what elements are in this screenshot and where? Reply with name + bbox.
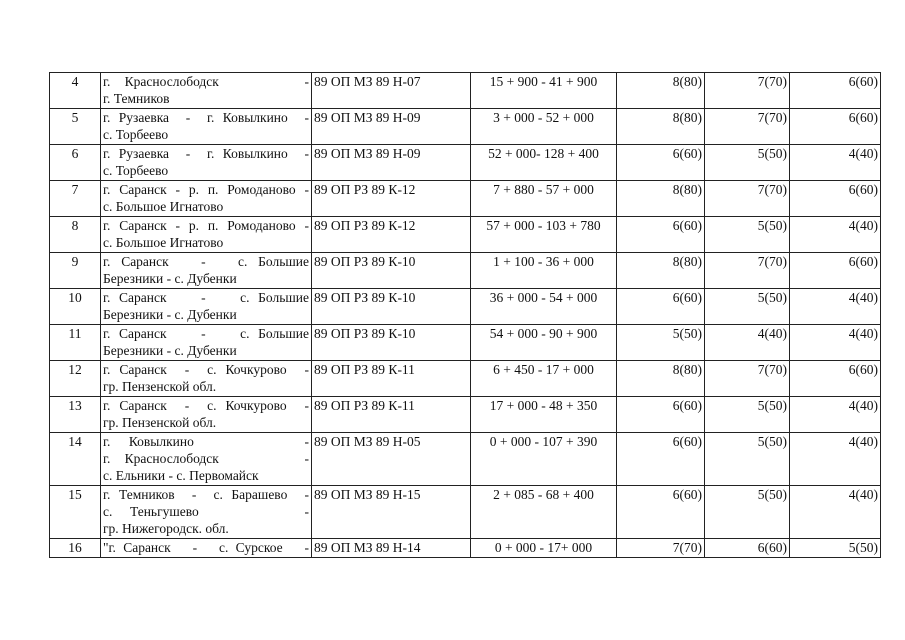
value-cell-1: 8(80)	[617, 361, 705, 397]
table-row	[50, 253, 881, 289]
value-cell-2: 5(50)	[705, 145, 790, 181]
road-code-cell: 89 ОП МЗ 89 Н-07	[312, 73, 471, 109]
route-line: г. Краснослободск -	[103, 451, 309, 466]
road-code-cell: 89 ОП РЗ 89 К-11	[312, 397, 471, 433]
table-row	[50, 433, 881, 486]
value-cell-3: 6(60)	[790, 181, 881, 217]
route-line: г. Саранск - с. Большие	[103, 254, 309, 269]
road-code-cell: 89 ОП МЗ 89 Н-09	[312, 145, 471, 181]
value-cell-1: 6(60)	[617, 217, 705, 253]
table-row	[50, 217, 881, 253]
value-cell-3: 6(60)	[790, 253, 881, 289]
route-line: г. Ковылкино -	[103, 434, 309, 449]
route-cell	[101, 397, 312, 433]
value-cell-2: 5(50)	[705, 397, 790, 433]
value-cell-2: 7(70)	[705, 361, 790, 397]
route-cell	[101, 253, 312, 289]
row-number-cell: 15	[50, 486, 101, 539]
km-range-cell: 15 + 900 - 41 + 900	[471, 73, 617, 109]
route-cell	[101, 289, 312, 325]
table-row	[50, 361, 881, 397]
value-cell-3: 4(40)	[790, 397, 881, 433]
km-range-cell: 0 + 000 - 17+ 000	[471, 539, 617, 558]
value-cell-1: 7(70)	[617, 539, 705, 558]
km-range-cell: 1 + 100 - 36 + 000	[471, 253, 617, 289]
route-line: Березники - с. Дубенки	[103, 307, 237, 322]
road-code-cell: 89 ОП РЗ 89 К-10	[312, 325, 471, 361]
value-cell-3: 6(60)	[790, 109, 881, 145]
value-cell-2: 7(70)	[705, 181, 790, 217]
value-cell-1: 5(50)	[617, 325, 705, 361]
route-line: Березники - с. Дубенки	[103, 343, 237, 358]
route-line: г. Саранск - р. п. Ромоданово -	[103, 218, 309, 233]
value-cell-1: 8(80)	[617, 253, 705, 289]
table-row	[50, 397, 881, 433]
table-row	[50, 539, 881, 558]
km-range-cell: 36 + 000 - 54 + 000	[471, 289, 617, 325]
value-cell-2: 4(40)	[705, 325, 790, 361]
route-line: Березники - с. Дубенки	[103, 271, 237, 286]
row-number-cell: 9	[50, 253, 101, 289]
road-code-cell: 89 ОП РЗ 89 К-12	[312, 217, 471, 253]
value-cell-3: 6(60)	[790, 361, 881, 397]
value-cell-1: 8(80)	[617, 73, 705, 109]
route-line: с. Большое Игнатово	[103, 199, 224, 214]
route-cell	[101, 217, 312, 253]
value-cell-1: 6(60)	[617, 433, 705, 486]
value-cell-2: 7(70)	[705, 73, 790, 109]
value-cell-3: 4(40)	[790, 217, 881, 253]
value-cell-2: 5(50)	[705, 486, 790, 539]
value-cell-3: 4(40)	[790, 433, 881, 486]
value-cell-2: 6(60)	[705, 539, 790, 558]
value-cell-3: 4(40)	[790, 145, 881, 181]
value-cell-1: 6(60)	[617, 145, 705, 181]
route-line: с. Торбеево	[103, 163, 169, 178]
road-code-cell: 89 ОП РЗ 89 К-12	[312, 181, 471, 217]
value-cell-3: 5(50)	[790, 539, 881, 558]
table-body	[50, 73, 881, 558]
table-row	[50, 181, 881, 217]
value-cell-1: 8(80)	[617, 109, 705, 145]
route-cell	[101, 325, 312, 361]
route-line: г. Краснослободск -	[103, 74, 309, 89]
row-number-cell: 10	[50, 289, 101, 325]
route-cell	[101, 539, 312, 558]
km-range-cell: 54 + 000 - 90 + 900	[471, 325, 617, 361]
road-code-cell: 89 ОП МЗ 89 Н-14	[312, 539, 471, 558]
value-cell-1: 6(60)	[617, 289, 705, 325]
value-cell-1: 6(60)	[617, 486, 705, 539]
route-cell	[101, 145, 312, 181]
table-row	[50, 73, 881, 109]
route-cell	[101, 486, 312, 539]
value-cell-2: 7(70)	[705, 253, 790, 289]
route-line: г. Саранск - с. Большие	[103, 326, 309, 341]
route-line: г. Саранск - с. Кочкурово -	[103, 398, 309, 413]
value-cell-1: 8(80)	[617, 181, 705, 217]
row-number-cell: 11	[50, 325, 101, 361]
table-row	[50, 109, 881, 145]
row-number-cell: 14	[50, 433, 101, 486]
table-row	[50, 486, 881, 539]
road-code-cell: 89 ОП МЗ 89 Н-09	[312, 109, 471, 145]
value-cell-2: 5(50)	[705, 217, 790, 253]
value-cell-2: 5(50)	[705, 433, 790, 486]
route-line: г. Саранск - с. Кочкурово -	[103, 362, 309, 377]
value-cell-3: 6(60)	[790, 73, 881, 109]
route-line: с. Большое Игнатово	[103, 235, 224, 250]
km-range-cell: 17 + 000 - 48 + 350	[471, 397, 617, 433]
row-number-cell: 4	[50, 73, 101, 109]
roads-table	[49, 72, 881, 558]
route-cell	[101, 181, 312, 217]
route-cell	[101, 433, 312, 486]
row-number-cell: 12	[50, 361, 101, 397]
road-code-cell: 89 ОП РЗ 89 К-11	[312, 361, 471, 397]
km-range-cell: 7 + 880 - 57 + 000	[471, 181, 617, 217]
value-cell-2: 5(50)	[705, 289, 790, 325]
value-cell-3: 4(40)	[790, 486, 881, 539]
km-range-cell: 6 + 450 - 17 + 000	[471, 361, 617, 397]
route-cell	[101, 361, 312, 397]
route-line: г. Рузаевка - г. Ковылкино -	[103, 146, 309, 161]
route-cell	[101, 73, 312, 109]
value-cell-2: 7(70)	[705, 109, 790, 145]
road-code-cell: 89 ОП МЗ 89 Н-15	[312, 486, 471, 539]
route-line: гр. Пензенской обл.	[103, 415, 217, 430]
table-row	[50, 325, 881, 361]
route-line: г. Саранск - р. п. Ромоданово -	[103, 182, 309, 197]
row-number-cell: 6	[50, 145, 101, 181]
road-code-cell: 89 ОП РЗ 89 К-10	[312, 253, 471, 289]
route-line: "г. Саранск - с. Сурское -	[103, 540, 309, 555]
route-line: с. Ельники - с. Первомайск	[103, 468, 259, 483]
route-line: г. Темников	[103, 91, 170, 106]
value-cell-3: 4(40)	[790, 289, 881, 325]
value-cell-3: 4(40)	[790, 325, 881, 361]
road-code-cell: 89 ОП РЗ 89 К-10	[312, 289, 471, 325]
row-number-cell: 13	[50, 397, 101, 433]
km-range-cell: 52 + 000- 128 + 400	[471, 145, 617, 181]
row-number-cell: 8	[50, 217, 101, 253]
km-range-cell: 2 + 085 - 68 + 400	[471, 486, 617, 539]
value-cell-1: 6(60)	[617, 397, 705, 433]
route-line: г. Саранск - с. Большие	[103, 290, 309, 305]
km-range-cell: 3 + 000 - 52 + 000	[471, 109, 617, 145]
table-row	[50, 145, 881, 181]
route-line: с. Торбеево	[103, 127, 169, 142]
table-row	[50, 289, 881, 325]
row-number-cell: 5	[50, 109, 101, 145]
route-line: с. Теньгушево -	[103, 504, 309, 519]
route-line: г. Темников - с. Барашево -	[103, 487, 309, 502]
road-code-cell: 89 ОП МЗ 89 Н-05	[312, 433, 471, 486]
km-range-cell: 57 + 000 - 103 + 780	[471, 217, 617, 253]
route-cell	[101, 109, 312, 145]
route-line: гр. Нижегородск. обл.	[103, 521, 229, 536]
row-number-cell: 16	[50, 539, 101, 558]
row-number-cell: 7	[50, 181, 101, 217]
km-range-cell: 0 + 000 - 107 + 390	[471, 433, 617, 486]
route-line: г. Рузаевка - г. Ковылкино -	[103, 110, 309, 125]
route-line: гр. Пензенской обл.	[103, 379, 217, 394]
